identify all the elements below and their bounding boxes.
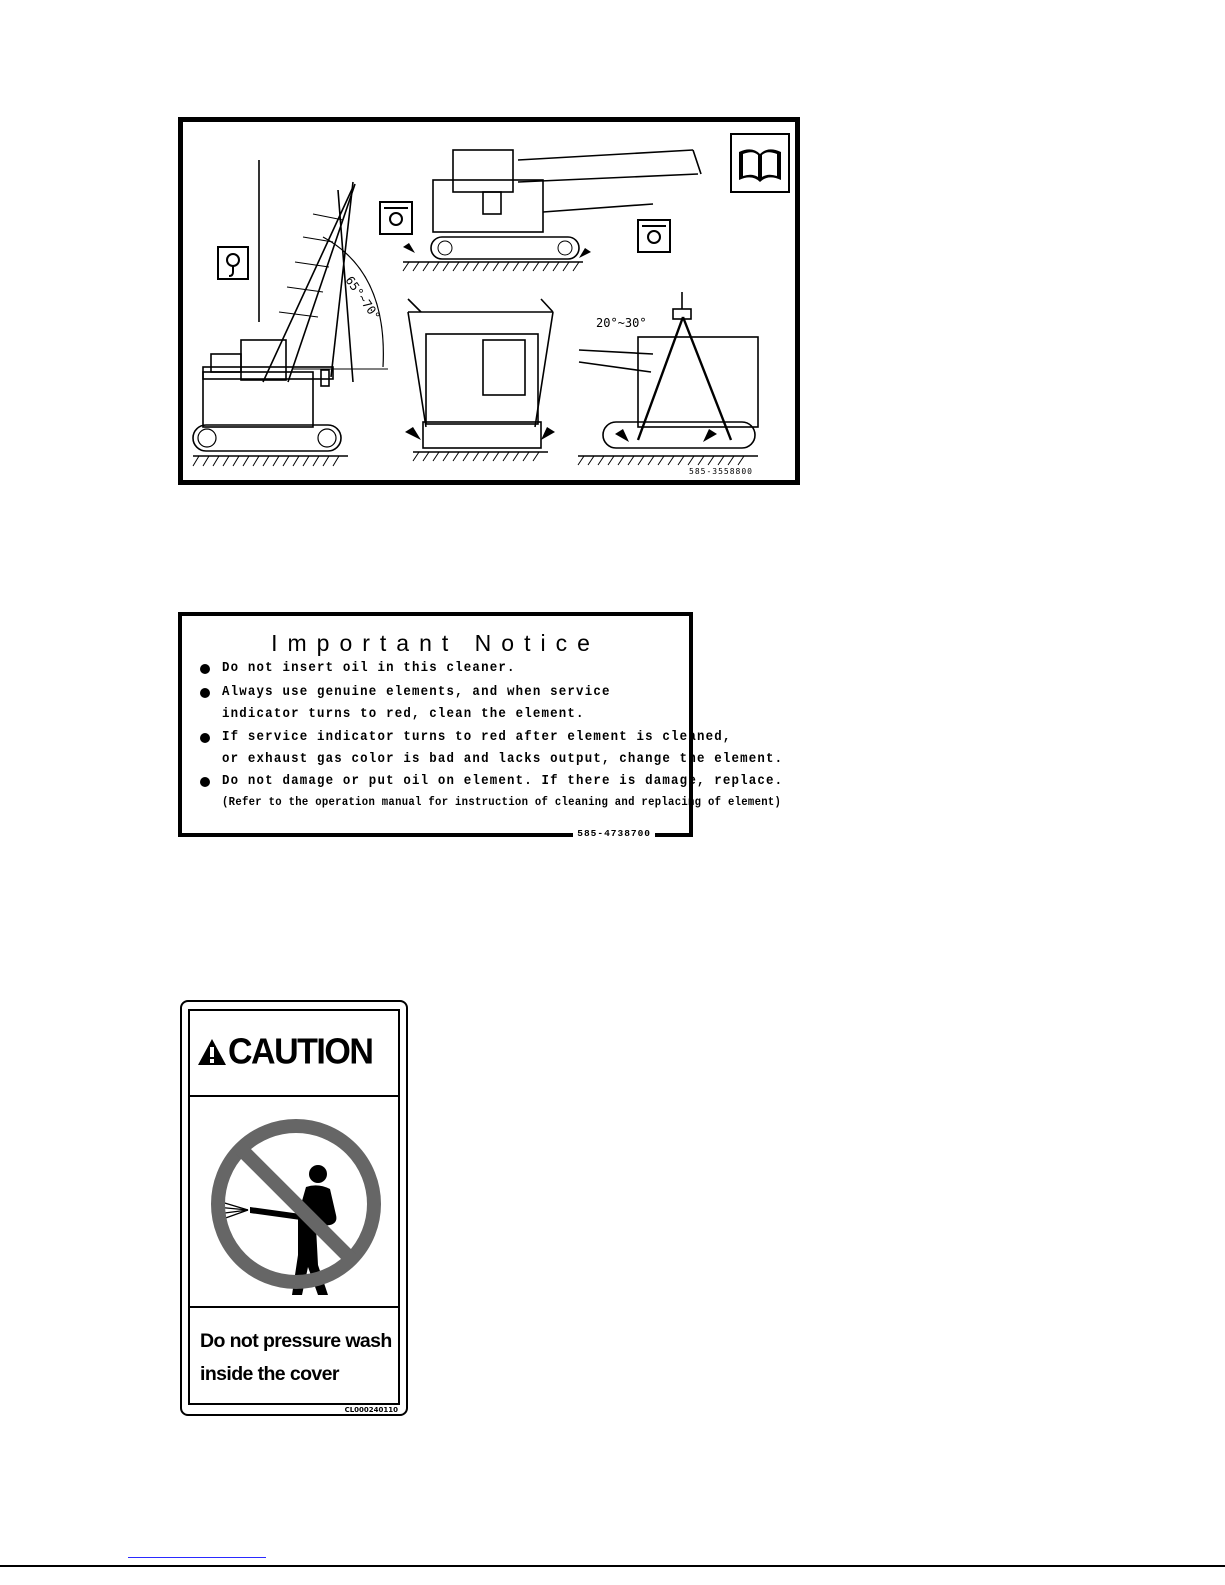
machine-rear-view — [408, 299, 553, 461]
footer-rule — [0, 1565, 1225, 1567]
part-number: CL000240110 — [344, 1406, 398, 1414]
part-number: 585-3558800 — [689, 467, 753, 476]
lifting-diagram — [183, 122, 795, 480]
notice-line: (Refer to the operation manual for instruction of cleaning and replacing of element) — [222, 796, 782, 810]
caution-header — [190, 1011, 398, 1097]
signal-word: CAUTION — [228, 1032, 373, 1072]
notice-line: indicator turns to red, clean the element. — [222, 706, 585, 722]
bullet-icon — [200, 664, 210, 674]
bullet-icon — [200, 733, 210, 743]
bullet-icon — [200, 688, 210, 698]
notice-line: Do not insert oil in this cleaner. — [222, 660, 516, 676]
boom-angle-label: 65°~70° — [342, 273, 384, 324]
tie-down-arrows — [403, 243, 717, 442]
tie-down-icon — [380, 202, 412, 234]
sling-angle-label: 20°~30° — [596, 316, 647, 330]
notice-line: or exhaust gas color is bad and lacks output, change the element. — [222, 751, 784, 767]
caution-decal — [180, 1000, 408, 1416]
book-icon — [731, 134, 789, 192]
notice-line: If service indicator turns to red after element is cleaned, — [222, 729, 732, 745]
hook-icon — [218, 247, 248, 279]
important-notice-decal — [178, 612, 784, 839]
part-number: 585-4738700 — [573, 828, 655, 839]
notice-line: Do not damage or put oil on element. If there is damage, replace. — [222, 773, 784, 789]
caution-message-line: Do not pressure wash — [200, 1330, 392, 1352]
warning-triangle-icon — [197, 1038, 227, 1066]
caution-message-line: inside the cover — [200, 1363, 339, 1385]
caution-pictogram — [190, 1097, 398, 1308]
tie-down-icon — [638, 220, 670, 252]
no-pressure-wash-icon — [190, 1097, 402, 1302]
machine-boom-raised — [193, 160, 388, 456]
lifting-decal — [178, 117, 800, 485]
notice-line: Always use genuine elements, and when service — [222, 684, 611, 700]
caution-message — [200, 1325, 392, 1391]
notice-title: Important Notice — [271, 630, 600, 656]
footer-link-underline[interactable] — [128, 1557, 266, 1558]
bullet-icon — [200, 777, 210, 787]
